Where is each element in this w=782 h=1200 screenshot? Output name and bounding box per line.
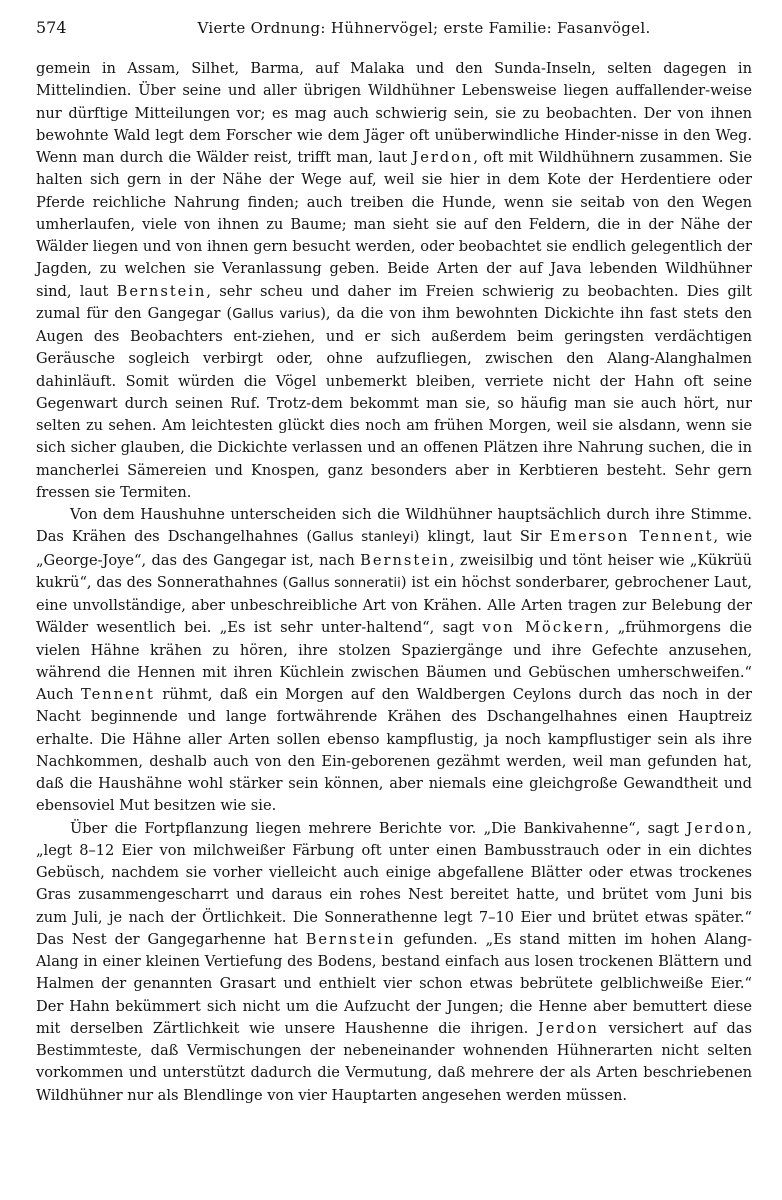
author-name: Bernstein bbox=[360, 551, 450, 569]
text-run: gefunden. „Es stand mitten im hohen Alang-Alang in einer kleinen Vertiefung des Bodens, bestand einfach aus losen trockenen Blättern und Halmen der genannten Grasart und enthielt vier schon etwas bebrütete gelblichweiße Eier.“ Der Hahn bekümmert sich nicht um die Aufzucht der Jungen; die Henne aber bemuttert diese mit derselben Zärtlichkeit wie unsere Haushenne die ihrigen. bbox=[36, 930, 752, 1037]
paragraph-1 bbox=[36, 58, 752, 504]
text-run: ), da die von ihm bewohnten Dickichte ihn fast stets den Augen des Beobachters ent-ziehen, und er sich außerdem beim geringsten verdächtigen Geräusche sogleich verbirgt oder, ohne aufzufliegen, zwischen den Alang-Alanghalmen dahinläuft. Somit würden die Vögel unbemerkt bleiben, verriete nicht der Hahn oft seine Gegenwart durch seinen Ruf. Trotz-dem bekommt man sie, so häufig man sie auch hört, nur selten zu sehen. Am leichtesten glückt dies noch am frühen Morgen, weil sie alsdann, wenn sie sich sicher glauben, die Dickichte verlassen und an offenen Plätzen ihre Nahrung suchen, die in mancherlei Sämereien und Knospen, ganz besonders aber in Kerbtieren besteht. Sehr gern fressen sie Termiten. bbox=[36, 304, 753, 501]
text-run: versichert auf das Bestimmteste, daß Vermischungen der nebeneinander wohnenden Hühnerarten nicht selten vorkommen und unterstützt dadurch die Vermutung, daß mehrere der als Arten beschriebenen Wildhühner nur als Blendlinge von vier Hauptarten angesehen werden müssen. bbox=[36, 1019, 752, 1104]
text-run: Von dem Haushuhne unterscheiden sich die Wildhühner hauptsächlich durch ihre Stimme. Das Krähen des Dschangelhahnes ( bbox=[36, 506, 752, 546]
author-name: Jerdon bbox=[537, 1019, 599, 1037]
author-name: Tennent bbox=[80, 686, 155, 703]
latin-species-name: Gallus stanleyi bbox=[312, 530, 414, 546]
author-name: von Möckern bbox=[482, 619, 605, 637]
author-name: Bernstein bbox=[116, 282, 207, 300]
latin-species-name: Gallus varius bbox=[232, 306, 321, 322]
text-run: , oft mit Wildhühnern zusammen. Sie halten sich gern in der Nähe der Wege auf, weil sie hier in dem Kote der Herdentiere oder Pferde reichliche Nahrung finden; auch treiben die Hunde, wenn sie seitab von den Wegen umherlaufen, viele von ihnen zu Baume; man sieht sie auf den Feldern, die in der Nähe der Wälder liegen und von ihnen gern besucht werden, oder beobachtet sie endlich gelegentlich der Jagden, zu welchen sie Veranlassung geben. Beide Arten der auf Java lebenden Wildhühner sind, laut bbox=[36, 149, 752, 300]
text-run: Über die Fortpflanzung liegen mehrere Berichte vor. „Die Bankivahenne“, sagt bbox=[70, 819, 687, 837]
text-run: , „legt 8–12 Eier von milchweißer Färbung oft unter einen Bambusstrauch oder in ein dichtes Gebüsch, nachdem sie vorher vielleicht auch einige abgefallene Blätter oder etwas trockenes Gras zusammengescharrt und daraus ein rohes Nest bereitet hatte, und brütet vom Juni bis zum Juli, je nach der Örtlichkeit. Die Sonnerathenne legt 7–10 Eier und brütet etwas später.“ Das Nest der Gangegarhenne hat bbox=[36, 819, 752, 948]
author-name: Emerson Tennent bbox=[549, 528, 714, 546]
latin-species-name: Gallus sonneratii bbox=[288, 575, 401, 591]
running-title: Vierte Ordnung: Hühnervögel; erste Familie: Fasanvögel. bbox=[197, 19, 651, 37]
body-text bbox=[36, 58, 752, 1107]
paragraph-3 bbox=[36, 818, 752, 1107]
running-head bbox=[36, 18, 752, 50]
text-run: , „frühmorgens die vielen Hähne krähen zu hören, ihre stolzen Spaziergänge und ihre Gefechte anzusehen, während die Hennen mit ihren Küchlein zwischen Bäumen und Gebüschen umherschweifen.“ Auch bbox=[36, 619, 752, 703]
page-number: 574 bbox=[36, 18, 67, 37]
text-run: gemein in Assam, Silhet, Barma, auf Malaka und den Sunda-Inseln, selten dagegen in Mittelindien. Über seine und aller übrigen Wildhühner Lebensweise liegen auffallender-weise nur dürftige Mitteilungen vor; es mag auch schwierig sein, sie zu beobachten. Der von ihnen bewohnte Wald legt dem Forscher wie dem Jäger oft unüberwindliche Hinder-nisse in den Weg. Wenn man durch die Wälder reist, trifft man, laut bbox=[36, 60, 752, 166]
book-page bbox=[36, 18, 752, 1107]
text-run: rühmt, daß ein Morgen auf den Waldbergen Ceylons durch das noch in der Nacht beginnende und lange fortwährende Krähen des Dschangelhahnes einen Hauptreiz erhalte. Die Hähne aller Arten sollen ebenso kampflustig, ja noch kampflustiger sein als ihre Nachkommen, deshalb auch von den Ein-geborenen gezähmt werden, weil man gefunden hat, daß die Haushähne wohl stärker sein können, aber niemals eine gleichgroße Gewandtheit und ebensoviel Mut besitzen wie sie. bbox=[36, 686, 753, 815]
text-run: , sehr scheu und daher im Freien schwierig zu beobachten. Dies gilt zumal für den Gangegar ( bbox=[36, 282, 752, 322]
text-run: , zweisilbig und tönt heiser wie „Kükrüü kukrü“, das des Sonnerathahnes ( bbox=[36, 551, 752, 591]
author-name: Bernstein bbox=[305, 930, 396, 948]
text-run: ) klingt, laut Sir bbox=[413, 528, 550, 546]
author-name: Jerdon bbox=[686, 819, 748, 837]
paragraph-2 bbox=[36, 504, 752, 818]
author-name: Jerdon bbox=[412, 149, 474, 166]
text-run: ) ist ein höchst sonderbarer, gebrochener Laut, eine unvollständige, aber unbeschreibliche Art von Krähen. Alle Arten tragen zur Belebung der Wälder wesentlich bei. „Es ist sehr unter-haltend“, sagt bbox=[36, 573, 753, 637]
text-run: , wie „George-Joye“, das des Gangegar ist, nach bbox=[36, 528, 753, 569]
